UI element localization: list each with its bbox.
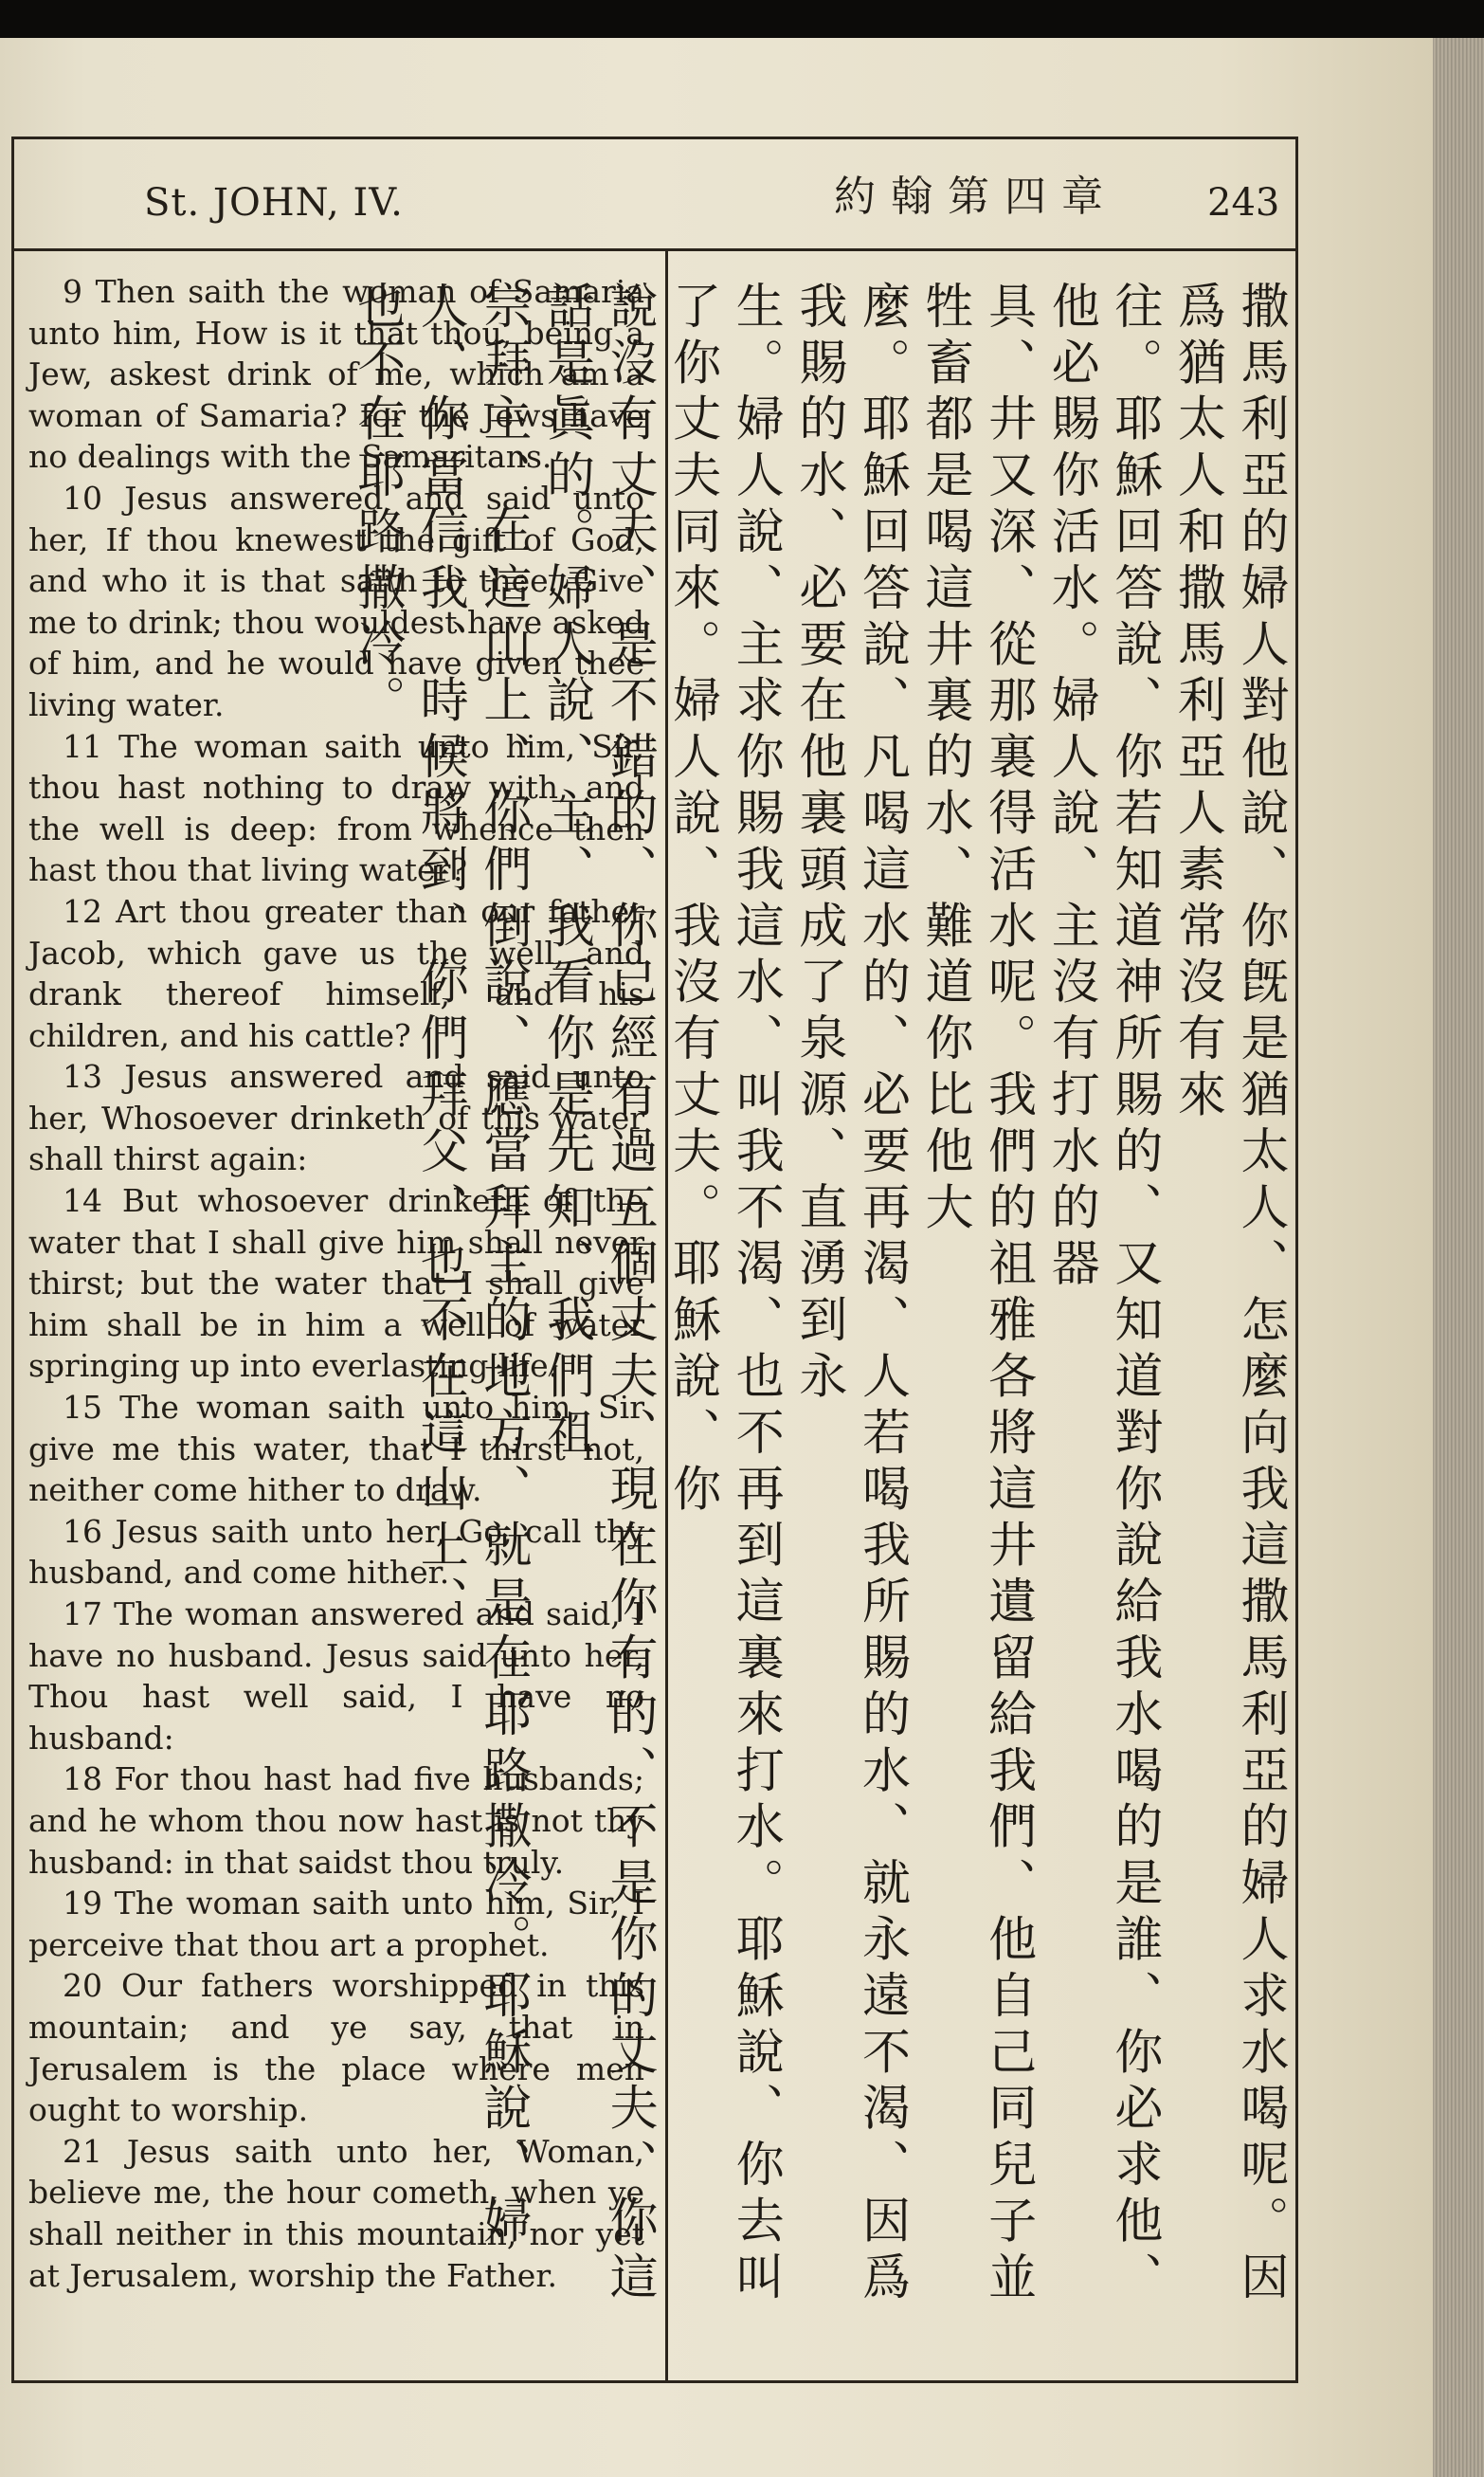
verse-13: 13 Jesus answered and said unto her, Whosoever drinketh of this water shall thirst again: <box>28 1058 644 1178</box>
chinese-column-line: 也不在耶路撒冷。 <box>348 281 405 732</box>
chinese-text-column <box>348 281 1291 2357</box>
chinese-column-line: 往。耶穌回答說、你若知道神所賜的、又知道對你說給我水喝的是誰、你必求他、他必賜你活水。婦人說、主沒有打水的器 <box>1042 281 1162 2308</box>
verse-14: 14 But whosoever drinketh of the water that I shall give him shall never thirst; but the water that I shall give him shall be in him a well of water springing up into everlasting life. <box>28 1182 644 1385</box>
page-edge-stack <box>1433 38 1484 2477</box>
chinese-column-line: 生。婦人說、主求你賜我這水、叫我不渴、也不再到這裏來打水。耶穌說、你去叫了你丈夫同來。婦人說、我沒有丈夫。耶穌說、你 <box>663 281 784 2308</box>
chinese-column-line: 宗拜主、在這山上、你們倒說、應當拜主的地方、就是在耶路撒冷。耶穌說、婦人、你當信我、時候將到、你們拜父、也不在這山上、 <box>411 281 531 2251</box>
page-number: 243 <box>1207 181 1280 225</box>
chinese-column-line: 說沒有丈夫、是不錯的、你已經有過五個丈夫、現在你有的、不是你的丈夫、你這話是眞的。婦人說、主、我看你是先知、我們祖 <box>537 281 658 2308</box>
verse-17: 17 The woman answered and said, I have no husband. Jesus said unto her, Thou hast well said, I have no husband: <box>28 1595 644 1757</box>
verse-18: 18 For thou hast had five husbands; and he whom thou now hast is not thy husband: in that saidst thou truly. <box>28 1760 644 1881</box>
verse-10: 10 Jesus answered and said unto her, If thou knewest the gift of God, and who it is that saith to thee, Give me to drink; thou wouldest have asked of him, and he would have given thee living water. <box>28 479 644 723</box>
running-title-en: St. JOHN, IV. <box>144 181 404 225</box>
chinese-column-line: 麼。耶穌回答說、凡喝這水的、必要再渴、人若喝我所賜的水、就永遠不渴、因爲我賜的水、必要在他裏頭成了泉源、直湧到永 <box>789 281 910 2308</box>
verse-19: 19 The woman saith unto him, Sir, I perceive that thou art a prophet. <box>28 1885 644 1963</box>
page-header <box>11 137 1298 248</box>
verse-9: 9 Then saith the woman of Samaria unto him, How is it that thou, being a Jew, askest drink of me, which am a woman of Samaria? for the Jews have no dealings with the Samaritans. <box>28 273 644 476</box>
verse-16: 16 Jesus saith unto her, Go, call thy husband, and come hither. <box>28 1512 644 1592</box>
header-rule <box>11 248 1298 251</box>
verse-21: 21 Jesus saith unto her, Woman, believe me, the hour cometh, when ye shall neither in this mountain, nor yet at Jerusalem, worship the Father. <box>28 2132 644 2294</box>
verse-11: 11 The woman saith unto him, Sir, thou hast nothing to draw with, and the well is deep: from whence then hast thou that living water? <box>28 727 644 889</box>
chinese-column-line: 具、井又深、從那裏得活水呢。我們的祖雅各將這井遺留給我們、他自己同兒子並牲畜都是喝這井裏的水、難道你比他大 <box>916 281 1036 2308</box>
verse-12: 12 Art thou greater than our father Jacob, which gave us the well, and drank thereof himself, and his children, and his cattle? <box>28 892 644 1054</box>
chinese-column-line: 撒馬利亞的婦人對他說、你旣是猶太人、怎麼向我這撒馬利亞的婦人求水喝呢。因爲猶太人和撒馬利亞人素常沒有來 <box>1168 281 1288 2308</box>
scan-dark-border <box>0 0 1484 38</box>
verse-20: 20 Our fathers worshipped in this mountain; and ye say, that in Jerusalem is the place where men ought to worship. <box>28 1967 644 2129</box>
running-title-zh: 約翰第四章 <box>834 173 1118 221</box>
verse-15: 15 The woman saith unto him, Sir give me this water, that I thirst not, neither come hither to draw. <box>28 1389 644 1509</box>
